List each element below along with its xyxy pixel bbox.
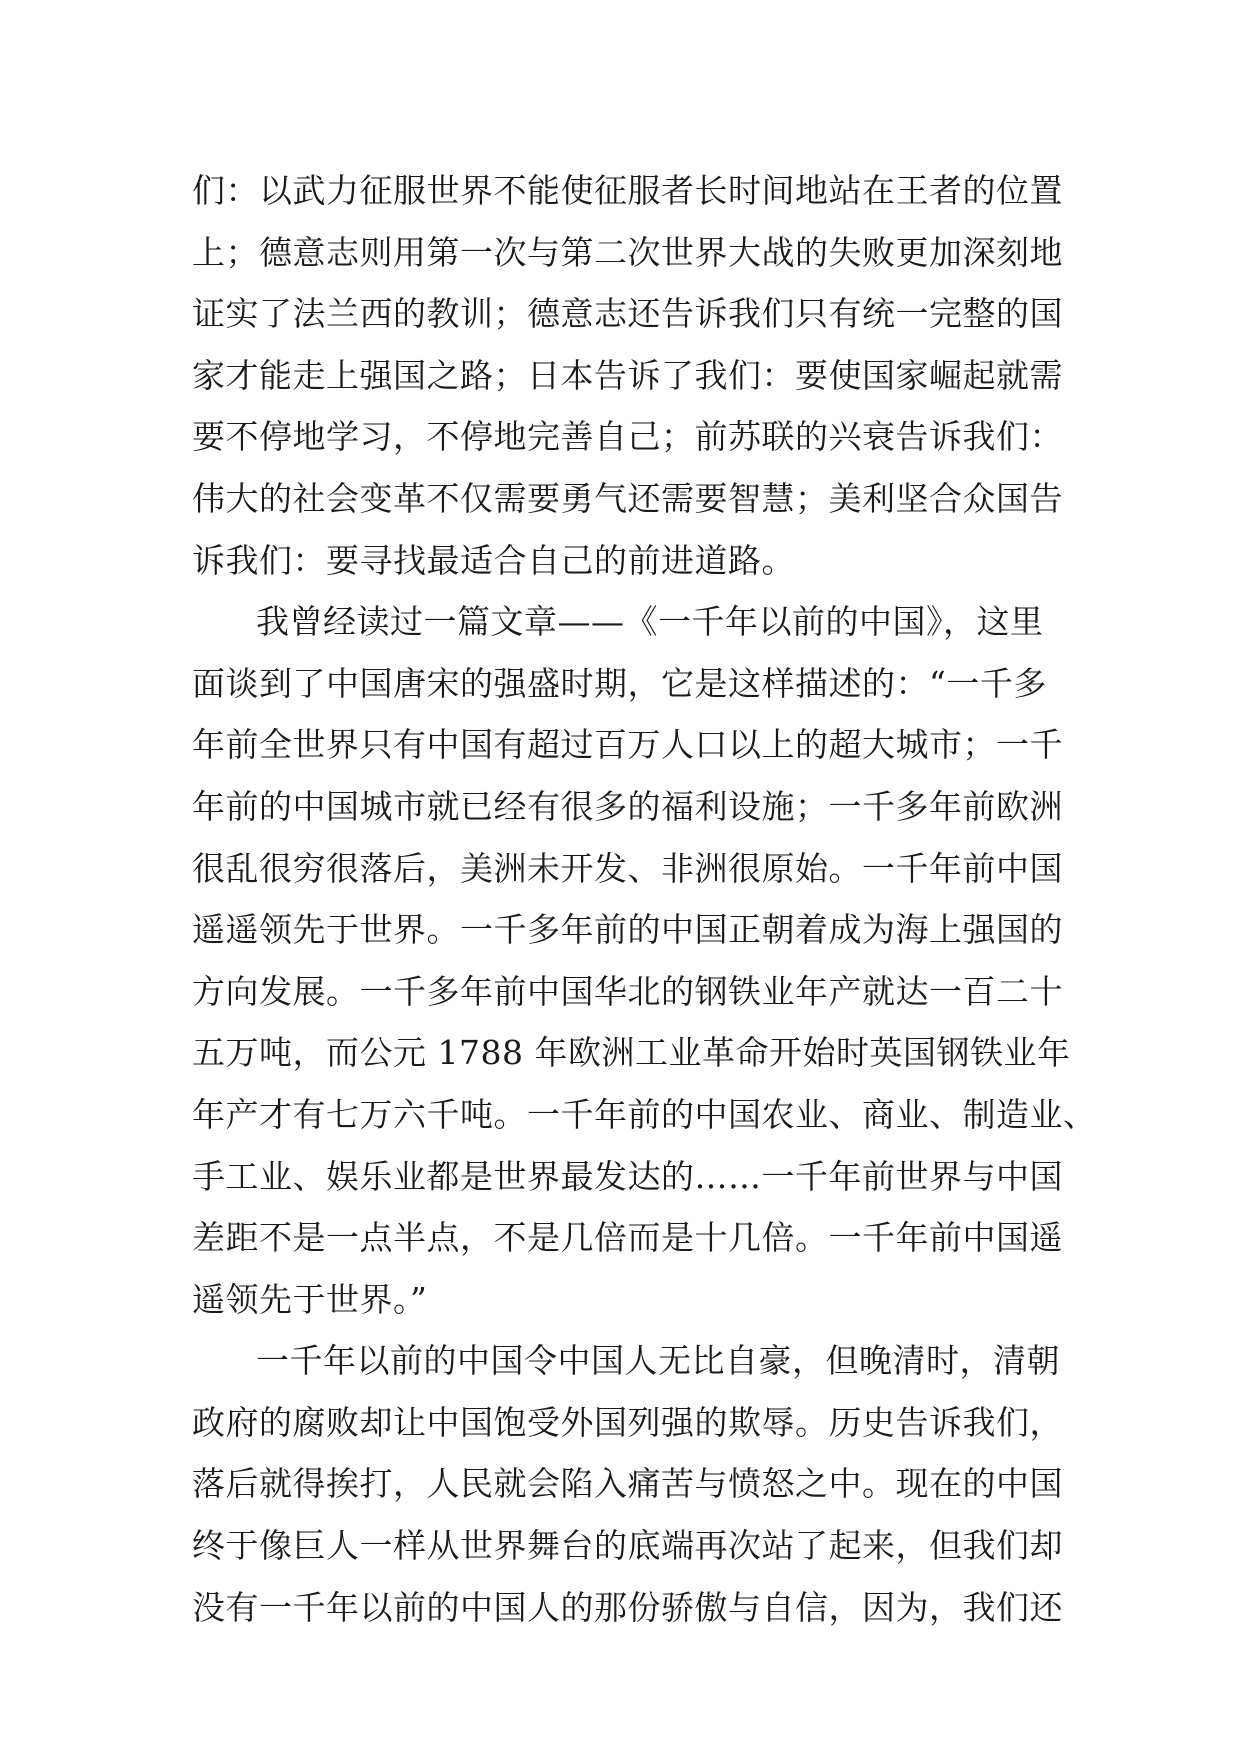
text-line: 年产才有七万六千吨。一千年前的中国农业、商业、制造业、 [192, 1094, 1097, 1134]
text-line: 年前的中国城市就已经有很多的福利设施；一千多年前欧洲 [192, 786, 1063, 826]
document-body [192, 160, 1097, 1638]
text-line: 终于像巨人一样从世界舞台的底端再次站了起来，但我们却 [192, 1526, 1063, 1566]
text-line: 一千年以前的中国令中国人无比自豪，但晚清时，清朝 [256, 1341, 1060, 1381]
text-line: 手工业、娱乐业都是世界最发达的……一千年前世界与中国 [192, 1156, 1063, 1196]
text-line: 要不停地学习，不停地完善自己；前苏联的兴衰告诉我们： [192, 417, 1063, 457]
text-line: 上；德意志则用第一次与第二次世界大战的失败更加深刻地 [192, 232, 1063, 272]
text-line: 方向发展。一千多年前中国华北的钢铁业年产就达一百二十 [192, 971, 1063, 1011]
text-line: 五万吨，而公元 1788 年欧洲工业革命开始时英国钢铁业年 [192, 1033, 1071, 1073]
text-line: 伟大的社会变革不仅需要勇气还需要智慧；美利坚合众国告 [192, 478, 1063, 518]
text-line: 们：以武力征服世界不能使征服者长时间地站在王者的位置 [192, 171, 1063, 210]
text-line: 年前全世界只有中国有超过百万人口以上的超大城市；一千 [192, 725, 1063, 765]
text-line: 政府的腐败却让中国饱受外国列强的欺辱。历史告诉我们， [192, 1402, 1063, 1442]
text-line: 家才能走上强国之路；日本告诉了我们：要使国家崛起就需 [192, 355, 1063, 395]
text-line: 遥遥领先于世界。一千多年前的中国正朝着成为海上强国的 [192, 910, 1063, 950]
text-line: 差距不是一点半点，不是几倍而是十几倍。一千年前中国遥 [192, 1218, 1063, 1258]
paragraph-3 [192, 1330, 1063, 1638]
text-line: 落后就得挨打，人民就会陷入痛苦与愤怒之中。现在的中国 [192, 1464, 1063, 1504]
paragraph-2 [192, 591, 1097, 1330]
text-line: 没有一千年以前的中国人的那份骄傲与自信，因为，我们还 [192, 1587, 1063, 1627]
text-line: 面谈到了中国唐宋的强盛时期，它是这样描述的：“一千多 [192, 663, 1047, 703]
text-line: 遥领先于世界。” [192, 1279, 428, 1319]
text-line: 很乱很穷很落后，美洲未开发、非洲很原始。一千年前中国 [192, 848, 1063, 888]
paragraph-1 [192, 160, 1063, 591]
text-line: 证实了法兰西的教训；德意志还告诉我们只有统一完整的国 [192, 294, 1063, 334]
text-line: 我曾经读过一篇文章——《一千年以前的中国》，这里 [256, 602, 1044, 642]
text-line: 诉我们：要寻找最适合自己的前进道路。 [192, 540, 795, 580]
